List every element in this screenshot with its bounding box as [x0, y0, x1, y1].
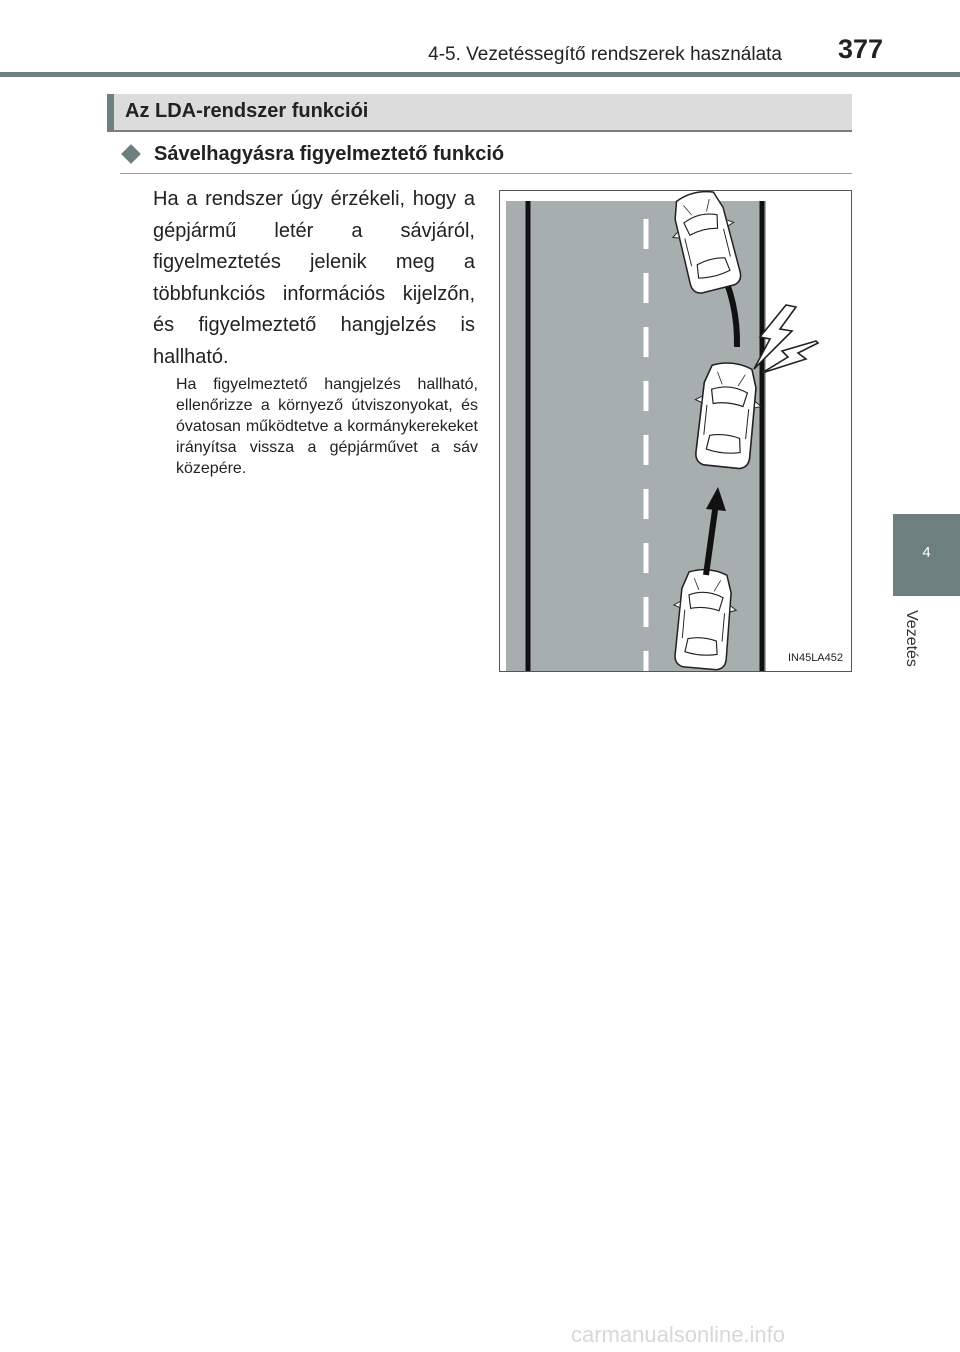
section-heading-bar: [107, 94, 852, 132]
road-diagram: [500, 191, 851, 671]
chapter-label: [900, 610, 924, 690]
subsection-heading: [120, 141, 852, 174]
running-header-title: 4-5. Vezetéssegítő rendszerek használata: [428, 44, 782, 65]
chapter-label-text: Vezetés: [903, 610, 920, 667]
watermark: carmanualsonline.info: [571, 1322, 786, 1347]
chapter-number: 4: [922, 544, 931, 561]
subsection-title: Sávelhagyásra figyelmeztető funkció: [154, 143, 505, 165]
header-rule: [0, 72, 960, 77]
diamond-bullet-icon: [121, 144, 141, 164]
chapter-tab: [893, 514, 960, 596]
section-accent: [107, 94, 114, 130]
body-paragraph: Ha a rendszer úgy érzékeli, hogy a gépjármű letér a sávjáról, figyelmeztetés jelenik meg a többfunkciós információs kijelzőn, és figyelmeztető hangjelzés is hallható.: [153, 188, 475, 368]
section-title: Az LDA-rendszer funkciói: [125, 100, 369, 122]
page-number: 377: [838, 34, 884, 64]
note-paragraph: Ha figyelmeztető hangjelzés hallható, ellenőrizze a környező útviszonyokat, és óvatosan működtetve a kormánykerekeket irányítsa vissza a gépjárművet a sáv közepére.: [176, 376, 478, 477]
lane-departure-illustration: [499, 190, 852, 672]
figure-code: IN45LA452: [787, 652, 843, 664]
